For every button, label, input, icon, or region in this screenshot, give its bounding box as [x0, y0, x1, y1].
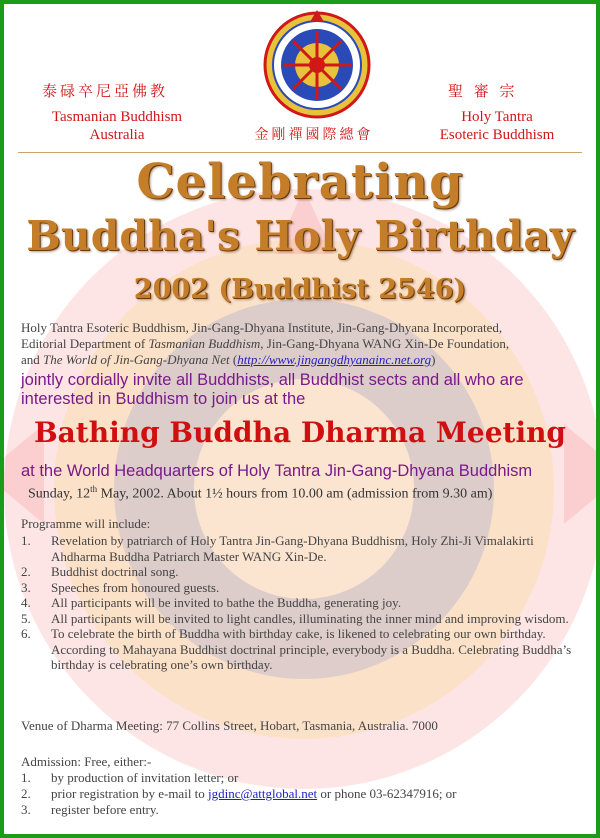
orgs-line1: Holy Tantra Esoteric Buddhism, Jin-Gang-Dhyana Institute, Jin-Gang-Dhyana Incorporated, — [21, 320, 503, 335]
title-year: 2002 (Buddhist 2546) — [133, 274, 467, 305]
headquarters-text: at the World Headquarters of Holy Tantra Jin-Gang-Dhyana Buddhism — [21, 462, 533, 480]
orgs-line3-italic: The World of Jin-Gang-Dhyana Net — [43, 352, 230, 367]
header-left-line2: Australia — [89, 127, 145, 143]
date-day: Sunday, 12 — [28, 486, 91, 502]
item-text: All participants will be invited to light candles, illuminating the inner mind and improving wisdom. — [51, 610, 569, 626]
jin-gang-dhyana-logo-icon — [262, 10, 372, 120]
item-text: register before entry. — [51, 802, 159, 817]
item-number: 1. — [21, 533, 31, 548]
item-text-a: prior registration by e-mail to — [51, 786, 209, 801]
item-text: by production of invitation letter; or — [51, 770, 239, 785]
orgs-line3 — [21, 352, 581, 368]
admission-title: Admission: Free, either:- — [21, 754, 152, 769]
header-right-chinese: 聖 審 宗 — [448, 82, 518, 100]
title-buddhas-birthday: Buddha's Holy Birthday — [26, 212, 574, 260]
invite-line2: interested in Buddhism to join us at the — [21, 390, 306, 408]
list-item — [21, 786, 583, 802]
item-number: 4. — [21, 595, 31, 610]
header-left-english — [32, 108, 202, 144]
venue-text: Venue of Dharma Meeting: 77 Collins Street, Hobart, Tasmania, Australia. 7000 — [21, 718, 438, 733]
title-celebrating: Celebrating — [136, 154, 464, 210]
item-text: Speeches from honoured guests. — [51, 579, 220, 595]
list-item — [21, 595, 583, 611]
list-item — [21, 802, 583, 818]
invitation-text — [21, 371, 581, 409]
orgs-line3-d: ) — [431, 352, 436, 367]
event-date — [28, 484, 588, 503]
item-number: 6. — [21, 626, 31, 641]
admission-list — [21, 770, 583, 818]
page-header — [4, 4, 596, 152]
invite-line1: jointly cordially invite all Buddhists, all Buddhist sects and all who are — [21, 371, 524, 389]
item-number: 2. — [21, 786, 31, 801]
programme-title: Programme will include: — [21, 516, 151, 531]
programme-list — [21, 533, 583, 673]
item-number: 5. — [21, 610, 31, 626]
meeting-title: Bathing Buddha Dharma Meeting — [33, 416, 567, 449]
orgs-line2-italic: Tasmanian Buddhism — [148, 336, 261, 351]
header-right-line1: Holy Tantra — [461, 109, 533, 125]
orgs-line2-c: , Jin-Gang-Dhyana WANG Xin-De Foundation, — [260, 336, 510, 351]
item-text — [51, 786, 457, 802]
list-item — [21, 626, 583, 673]
item-text: Buddhist doctrinal song. — [51, 564, 179, 579]
header-divider — [18, 152, 582, 153]
header-left-line1: Tasmanian Buddhism — [51, 109, 183, 125]
date-rest: May, 2002. About 1½ hours from 10.00 am (admission from 9.30 am) — [97, 486, 493, 502]
item-number: 3. — [21, 579, 31, 595]
orgs-line2-a: Editorial Department of — [21, 336, 149, 351]
header-right-line2: Esoteric Buddhism — [439, 127, 555, 143]
organizations-paragraph — [21, 320, 581, 368]
list-item — [21, 580, 583, 596]
orgs-line3-a: and — [21, 352, 44, 367]
list-item — [21, 611, 583, 627]
logo-caption: 金剛禪國際總會 — [254, 127, 374, 143]
item-number: 3. — [21, 802, 31, 817]
list-item — [21, 564, 583, 580]
list-item — [21, 770, 583, 786]
item-text: All participants will be invited to bathe the Buddha, generating joy. — [51, 595, 402, 610]
item-text-b: or phone 03-62347916; or — [317, 786, 457, 801]
header-left-chinese: 泰碌卒尼亞佛教 — [42, 82, 169, 100]
item-text: Revelation by patriarch of Holy Tantra Jin-Gang-Dhyana Buddhism, Holy Zhi-Ji Vimalakirti Ahdharma Buddha Patriarch Master WANG Xin-De. — [51, 533, 534, 564]
item-text: To celebrate the birth of Buddha with birthday cake, is likened to celebrating our own birthday. According to Mahayana Buddhist doctrinal principle, everybody is a Buddha. Celebrating Buddha’s birthday is celebrating one’s own birthday. — [51, 626, 572, 672]
list-item — [21, 533, 583, 564]
header-right-english — [412, 108, 582, 144]
website-link[interactable]: http://www.jingangdhyanainc.net.org — [237, 352, 432, 367]
orgs-line3-c: ( — [229, 352, 238, 367]
email-link[interactable]: jgdinc@attglobal.net — [208, 786, 318, 801]
item-number: 2. — [21, 564, 31, 579]
item-number: 1. — [21, 770, 31, 785]
date-suffix: th — [90, 484, 98, 494]
orgs-line2 — [21, 336, 581, 352]
